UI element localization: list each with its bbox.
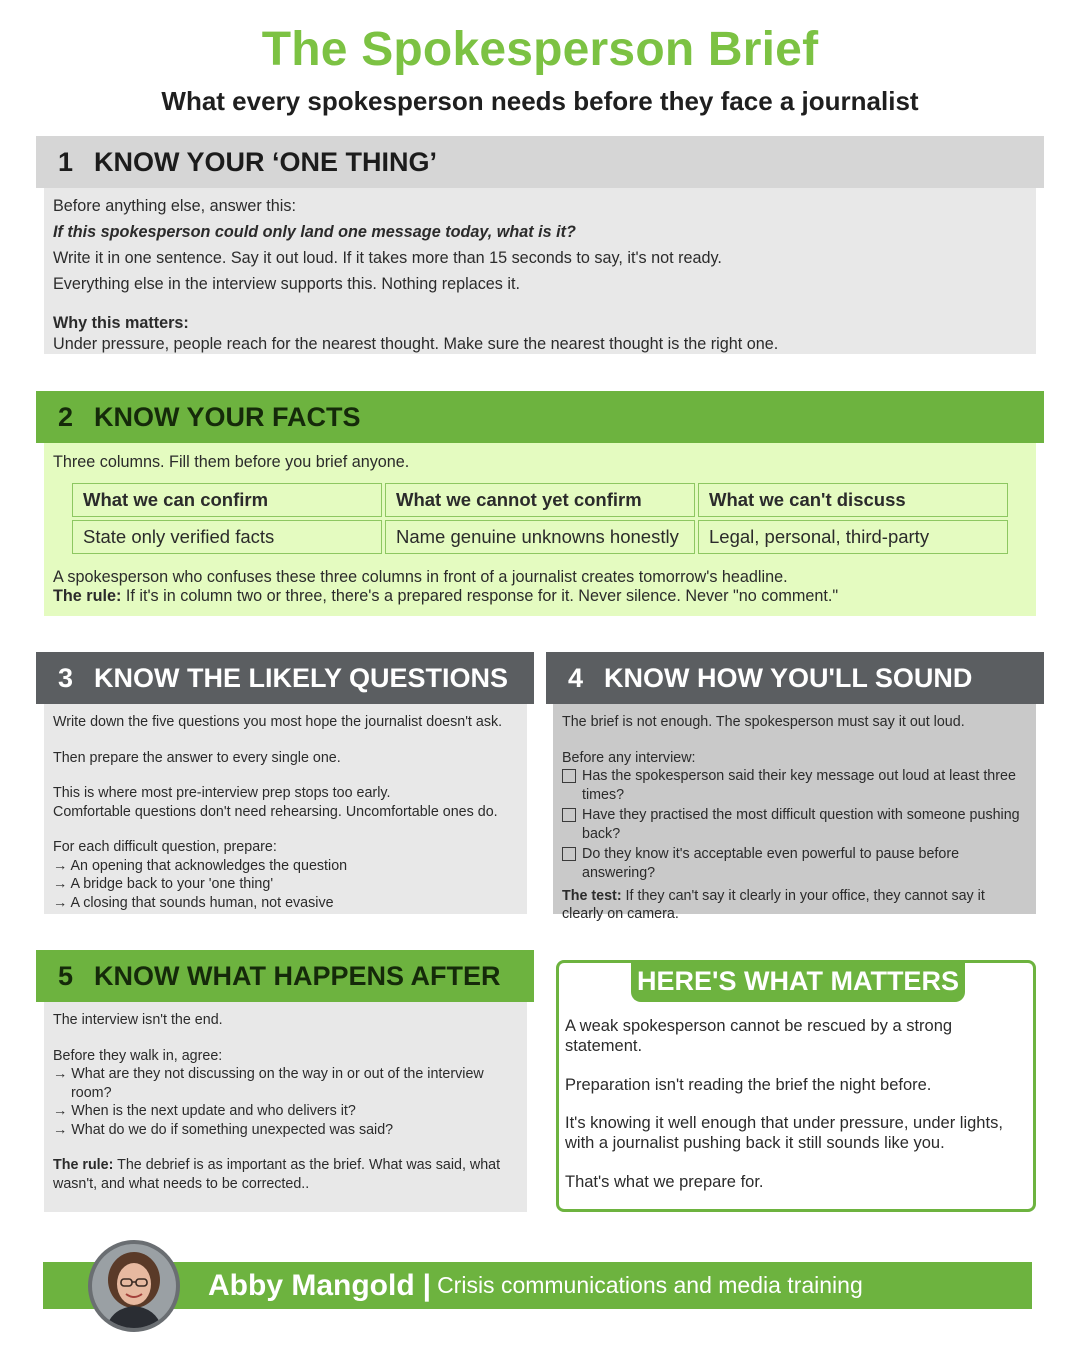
- s2-rule-label: The rule:: [53, 587, 122, 605]
- checklist-item[interactable]: [562, 806, 1027, 843]
- s2-note: A spokesperson who confuses these three columns in front of a journalist creates tomorrow's headline.: [53, 568, 788, 586]
- page-title: The Spokesperson Brief: [261, 23, 819, 76]
- author-role: Crisis communications and media training: [437, 1272, 863, 1298]
- section-5-header: [36, 950, 534, 1002]
- avatar: [88, 1240, 180, 1332]
- list-item: → When is the next update and who delivers it?: [53, 1103, 356, 1120]
- section-heading: KNOW YOUR FACTS: [94, 401, 361, 432]
- matters-p4: That's what we prepare for.: [565, 1172, 764, 1191]
- matters-body: [565, 1017, 1015, 1212]
- s4-test-text: If they can't say it clearly in your office, they cannot say it clearly on camera.: [562, 887, 985, 923]
- matters-p3: It's knowing it well enough that under pressure, under lights, with a journalist pushing back it still sounds like you.: [565, 1114, 1003, 1153]
- section-number: 1: [58, 146, 74, 177]
- matters-p1: A weak spokesperson cannot be rescued by a strong statement.: [565, 1017, 953, 1055]
- checklist-item[interactable]: [562, 767, 1027, 804]
- s3-p1: Write down the five questions you most hope the journalist doesn't ask.: [53, 714, 503, 730]
- section-number: 3: [58, 662, 74, 693]
- s5-p1: The interview isn't the end.: [53, 1012, 223, 1028]
- section-2-header: [36, 391, 1044, 443]
- s5-p2: Before they walk in, agree:: [53, 1047, 223, 1064]
- s4-test: [562, 887, 1027, 924]
- section-number: 4: [568, 662, 584, 693]
- s1-why-text: Under pressure, people reach for the nearest thought. Make sure the nearest thought is the right one.: [53, 335, 779, 354]
- s5-rule-text: The debrief is as important as the brief. What was said, what wasn't, and what needs to be corrected..: [53, 1157, 501, 1193]
- list-item: → A closing that sounds human, not evasive: [53, 895, 334, 912]
- checkbox[interactable]: [562, 847, 576, 861]
- section-5-body: [44, 1002, 527, 1212]
- footer-separator: |: [422, 1268, 432, 1302]
- s2-rule-text: If it's in column two or three, there's a prepared response for it. Never silence. Never "no comment.": [121, 587, 839, 605]
- s1-question: If this spokesperson could only land one message today, what is it?: [53, 223, 576, 242]
- section-number: 2: [58, 401, 74, 432]
- s4-p2: Before any interview:: [562, 749, 696, 766]
- section-4-header: [546, 652, 1044, 704]
- whats-matters-panel: [556, 960, 1036, 1212]
- facts-cell: Legal, personal, third-party: [698, 520, 1008, 554]
- checklist-label: Has the spokesperson said their key message out loud at least three times?: [582, 768, 1016, 803]
- section-number: 5: [58, 960, 74, 991]
- facts-column-header: What we can confirm: [72, 483, 382, 517]
- matters-heading: HERE'S WHAT MATTERS: [631, 960, 965, 1002]
- section-1-header: [36, 136, 1044, 188]
- s3-p3a: This is where most pre-interview prep stops too early.: [53, 785, 391, 802]
- s3-p4: For each difficult question, prepare:: [53, 839, 277, 856]
- checkbox[interactable]: [562, 769, 576, 783]
- s3-p3b: Comfortable questions don't need rehearsing. Uncomfortable ones do.: [53, 803, 498, 820]
- checklist-label: Do they know it's acceptable even powerful to pause before answering?: [582, 846, 960, 882]
- s4-test-label: The test:: [562, 887, 622, 904]
- section-heading: KNOW THE LIKELY QUESTIONS: [94, 662, 509, 693]
- section-heading: KNOW HOW YOU'LL SOUND: [604, 662, 973, 693]
- page-subtitle: What every spokesperson needs before they face a journalist: [161, 86, 919, 116]
- list-item: → What do we do if something unexpected was said?: [53, 1121, 394, 1138]
- s5-rule-label: The rule:: [53, 1157, 114, 1174]
- section-3-body: [44, 704, 527, 914]
- list-item: → A bridge back to your 'one thing': [53, 876, 274, 893]
- footer-banner: [43, 1262, 1032, 1309]
- section-1-body: [44, 188, 1036, 354]
- s3-p2: Then prepare the answer to every single one.: [53, 749, 341, 766]
- facts-column-header: What we can't discuss: [698, 483, 1008, 517]
- facts-column-header: What we cannot yet confirm: [385, 483, 695, 517]
- checkbox[interactable]: [562, 808, 576, 822]
- list-item: → An opening that acknowledges the question: [53, 857, 348, 874]
- checklist-item[interactable]: [562, 845, 1027, 882]
- checklist-label: Have they practised the most difficult question with someone pushing back?: [582, 807, 1020, 842]
- facts-cell: State only verified facts: [72, 520, 382, 554]
- s4-p1: The brief is not enough. The spokesperson must say it out loud.: [562, 714, 965, 730]
- s5-rule: [53, 1156, 518, 1193]
- s1-intro: Before anything else, answer this:: [53, 197, 296, 215]
- s1-line2: Everything else in the interview supports this. Nothing replaces it.: [53, 275, 520, 294]
- s1-line1: Write it in one sentence. Say it out loud. If it takes more than 15 seconds to say, it's not ready.: [53, 249, 722, 268]
- section-heading: KNOW YOUR ‘ONE THING’: [94, 146, 438, 177]
- avatar-photo-icon: [92, 1244, 176, 1328]
- list-item: → What are they not discussing on the way in or out of the interview room?: [53, 1066, 484, 1101]
- facts-table: [72, 483, 1008, 554]
- section-4-body: [553, 704, 1036, 923]
- author-name: Abby Mangold: [208, 1268, 415, 1302]
- facts-cell: Name genuine unknowns honestly: [385, 520, 695, 554]
- s1-why-label: Why this matters:: [53, 314, 189, 333]
- section-3-header: [36, 652, 534, 704]
- s2-rule: [53, 586, 1028, 607]
- section-heading: KNOW WHAT HAPPENS AFTER: [94, 960, 501, 991]
- matters-p2: Preparation isn't reading the brief the night before.: [565, 1075, 932, 1094]
- s2-intro: Three columns. Fill them before you brief anyone.: [53, 453, 410, 471]
